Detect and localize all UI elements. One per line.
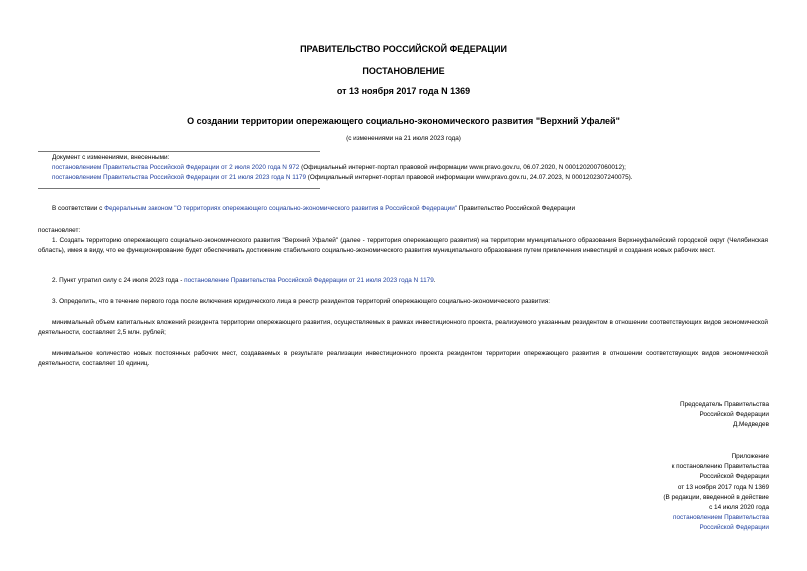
change-item [52,163,772,173]
appendix-line: Российской Федерации [699,473,769,481]
appendix-title: Приложение [731,453,769,460]
amended-note: (с изменениями на 21 июля 2023 года) [346,135,461,142]
government-heading: ПРАВИТЕЛЬСТВО РОССИЙСКОЙ ФЕДЕРАЦИИ [300,44,507,54]
change-link-2[interactable]: постановлением Правительства Российской Федерации от 21 июля 2023 года N 1179 [52,174,306,181]
p2-pre: 2. Пункт утратил силу с 24 июля 2023 года - [52,277,185,284]
bottom-divider [38,188,320,189]
basis-post: Правительство Российской Федерации [457,205,576,212]
appendix-line: (В редакции, введенной в действие [663,493,769,501]
document-type: ПОСТАНОВЛЕНИЕ [362,66,445,76]
signature-position: Председатель Правительства [680,401,769,408]
appendix-line: с 14 июля 2020 года [709,504,769,512]
changes-intro: Документ с изменениями, внесенными: [52,154,170,161]
changes-block [52,153,772,183]
appendix-line: от 13 ноября 2017 года N 1369 [677,483,769,491]
paragraph-4: минимальный объем капитальных вложений резидента территории опережающего развития, осуществляемых в рамках инвестиционного проекта, реализуемого указанным резидентом в отношении соответствующих видов экономической деятельности, составляет 2,5 млн. рублей; [38,319,768,337]
legal-basis [52,204,772,214]
appendix-block [663,452,769,534]
document-title: О создании территории опережающего социально-экономического развития "Верхний Уфалей" [187,116,620,126]
p2-link[interactable]: постановление Правительства Российской Федерации от 21 июля 2023 года N 1179 [184,277,434,284]
paragraph-2 [52,276,768,286]
signature-name: Д.Медведев [732,421,769,429]
signature-country: Российской Федерации [699,411,769,419]
paragraph-1: 1. Создать территорию опережающего социально-экономического развития "Верхний Уфалей" (далее - территория опережающего развития) на территории муниципального образования Верхнеуфалейский городской округ (Челябинская область), имея в виду, что ее функционирование будет обеспечивать достижение стабильного социально-экономического развития муниципального образования путем привлечения инвестиций и создания новых рабочих мест. [38,237,768,255]
appendix-link-2[interactable]: Российской Федерации [699,524,769,532]
appendix-link-1[interactable]: постановлением Правительства [673,514,769,522]
document-date-number: от 13 ноября 2017 года N 1369 [336,86,471,96]
basis-pre: В соответствии с [52,205,105,212]
change-text-1: (Официальный интернет-портал правовой информации www.pravo.gov.ru, 06.07.2020, N 0001202007060012); [299,164,626,171]
change-text-2: (Официальный интернет-портал правовой информации www.pravo.gov.ru, 24.07.2023, N 0001202307240075). [306,174,633,181]
appendix-line: к постановлению Правительства [671,463,769,471]
paragraph-3: 3. Определить, что в течение первого года после включения юридического лица в реестр резидентов территорий опережающего социально-экономического развития: [52,298,551,305]
p2-post: . [433,277,436,284]
federal-law-link[interactable]: Федеральным законом "О территориях опережающего социально-экономического развития в Российской Федерации" [104,205,458,212]
change-link-1[interactable]: постановлением Правительства Российской Федерации от 2 июля 2020 года N 972 [52,164,300,171]
decree-word: постановляет: [38,227,81,234]
signature-block [680,400,769,431]
top-divider [38,151,320,152]
change-item [52,173,772,183]
paragraph-5: минимальное количество новых постоянных рабочих мест, создаваемых в результате реализации инвестиционного проекта резидентом территории опережающего развития в отношении соответствующих видов экономической деятельности, составляет 10 единиц. [38,350,768,368]
